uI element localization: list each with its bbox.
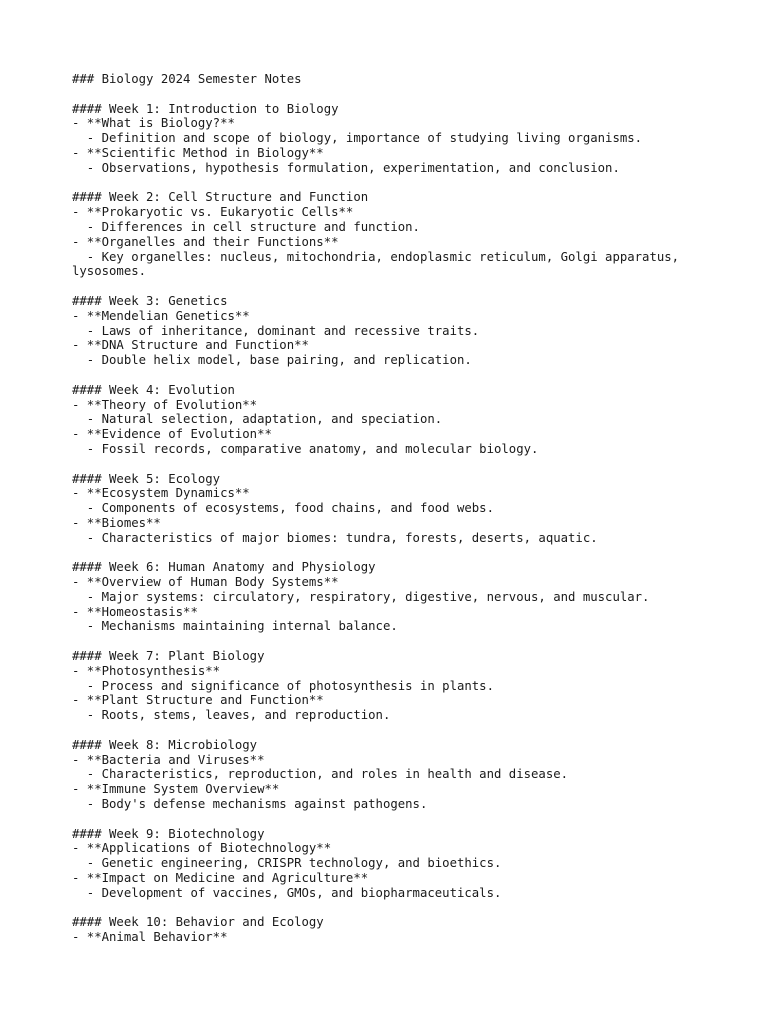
topic-detail: - Definition and scope of biology, importance of studying living organisms. (72, 131, 643, 146)
topic-label: - **Biomes** (72, 515, 161, 530)
week-heading: #### Week 4: Evolution (72, 382, 235, 397)
week-heading: #### Week 5: Ecology (72, 471, 221, 486)
week-heading: #### Week 10: Behavior and Ecology (72, 915, 324, 930)
topic-label: - **Photosynthesis** (72, 663, 221, 678)
topic-detail: - Major systems: circulatory, respiratory, digestive, nervous, and muscular. (72, 589, 650, 604)
topic-label: - **Evidence of Evolution** (72, 427, 272, 442)
topic-label: - **Immune System Overview** (72, 782, 280, 797)
topic-label: - **Animal Behavior** (72, 930, 228, 945)
topic-label: - **Impact on Medicine and Agriculture** (72, 871, 369, 886)
spacer (72, 279, 712, 294)
topic-label: - **Prokaryotic vs. Eukaryotic Cells** (72, 205, 354, 220)
topic-label: - **Organelles and their Functions** (72, 234, 339, 249)
topic-detail: - Laws of inheritance, dominant and recessive traits. (72, 323, 480, 338)
spacer (72, 457, 712, 472)
topic-label: - **Overview of Human Body Systems** (72, 575, 339, 590)
spacer (72, 634, 712, 649)
topic-detail: - Body's defense mechanisms against pathogens. (72, 797, 428, 812)
topic-detail: - Components of ecosystems, food chains, and food webs. (72, 501, 494, 516)
topic-detail: - Observations, hypothesis formulation, experimentation, and conclusion. (72, 160, 620, 175)
topic-detail: - Natural selection, adaptation, and speciation. (72, 412, 443, 427)
topic-detail: - Characteristics, reproduction, and roles in health and disease. (72, 767, 569, 782)
topic-label: - **Ecosystem Dynamics** (72, 486, 250, 501)
topic-detail: - Key organelles: nucleus, mitochondria, endoplasmic reticulum, Golgi apparatus, (72, 249, 680, 264)
topic-detail-continued: lysosomes. (72, 264, 147, 279)
week-heading: #### Week 9: Biotechnology (72, 826, 265, 841)
topic-detail: - Characteristics of major biomes: tundra, forests, deserts, aquatic. (72, 530, 598, 545)
notes-document (72, 72, 712, 945)
topic-detail: - Double helix model, base pairing, and replication. (72, 353, 472, 368)
topic-label: - **Theory of Evolution** (72, 397, 258, 412)
topic-label: - **Homeostasis** (72, 604, 198, 619)
week-heading: #### Week 1: Introduction to Biology (72, 101, 339, 116)
topic-label: - **DNA Structure and Function** (72, 338, 309, 353)
week-heading: #### Week 8: Microbiology (72, 737, 258, 752)
document-title: ### Biology 2024 Semester Notes (72, 72, 302, 86)
topic-label: - **Applications of Biotechnology** (72, 841, 332, 856)
spacer (72, 368, 712, 383)
topic-detail: - Mechanisms maintaining internal balance. (72, 619, 398, 634)
spacer (72, 87, 712, 102)
spacer (72, 723, 712, 738)
topic-detail: - Genetic engineering, CRISPR technology, and bioethics. (72, 856, 502, 871)
spacer (72, 812, 712, 827)
week-heading: #### Week 6: Human Anatomy and Physiology (72, 560, 376, 575)
topic-detail: - Differences in cell structure and function. (72, 219, 420, 234)
topic-label: - **What is Biology?** (72, 116, 235, 131)
week-heading: #### Week 2: Cell Structure and Function (72, 190, 369, 205)
topic-detail: - Process and significance of photosynthesis in plants. (72, 678, 494, 693)
topic-label: - **Scientific Method in Biology** (72, 145, 324, 160)
spacer (72, 901, 712, 916)
week-heading: #### Week 3: Genetics (72, 293, 228, 308)
topic-label: - **Plant Structure and Function** (72, 693, 324, 708)
topic-detail: - Roots, stems, leaves, and reproduction. (72, 708, 391, 723)
week-heading: #### Week 7: Plant Biology (72, 649, 265, 664)
topic-label: - **Bacteria and Viruses** (72, 752, 265, 767)
topic-detail: - Fossil records, comparative anatomy, and molecular biology. (72, 441, 539, 456)
spacer (72, 176, 712, 191)
topic-label: - **Mendelian Genetics** (72, 308, 250, 323)
spacer (72, 546, 712, 561)
topic-detail: - Development of vaccines, GMOs, and biopharmaceuticals. (72, 885, 502, 900)
